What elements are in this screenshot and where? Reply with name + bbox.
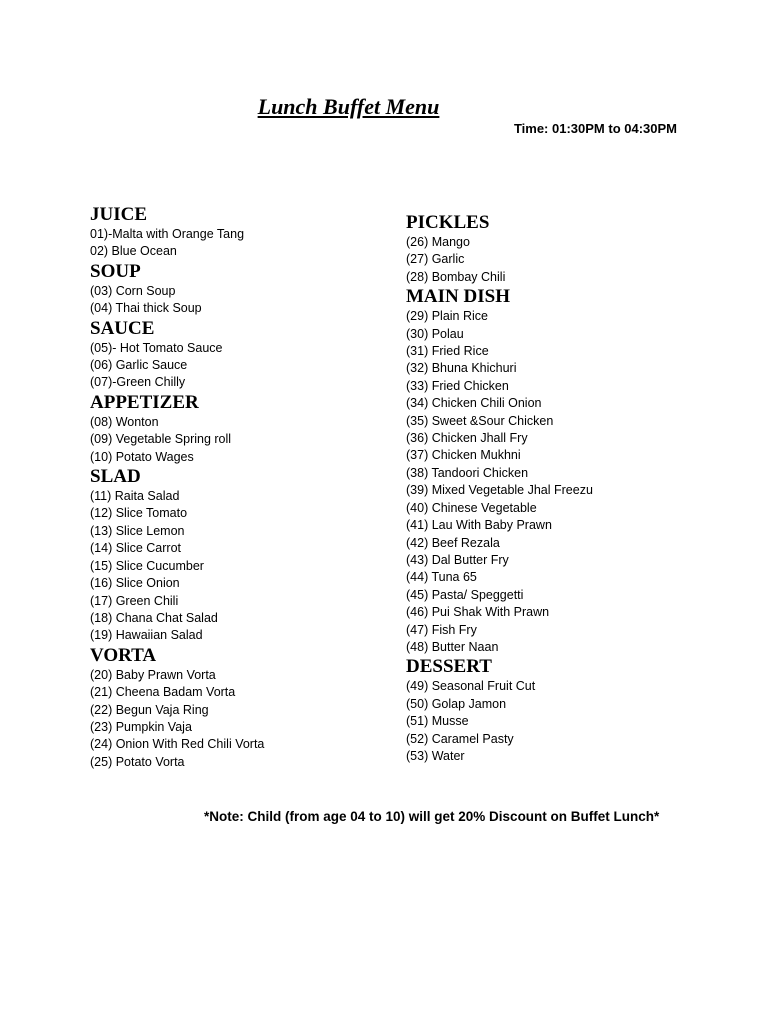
menu-item: (38) Tandoori Chicken <box>406 465 529 480</box>
menu-item: (23) Pumpkin Vaja <box>90 719 192 734</box>
menu-item: (51) Musse <box>406 714 469 729</box>
menu-section-pickles <box>406 212 726 286</box>
menu-item: (20) Baby Prawn Vorta <box>90 667 216 682</box>
menu-item: (16) Slice Onion <box>90 576 180 591</box>
menu-section-appetizer <box>90 392 390 466</box>
menu-item: (28) Bombay Chili <box>406 269 506 284</box>
menu-item: (47) Fish Fry <box>406 622 477 637</box>
menu-item: (04) Thai thick Soup <box>90 301 202 316</box>
menu-section-slad <box>90 466 390 645</box>
menu-item: (40) Chinese Vegetable <box>406 500 537 515</box>
section-heading: SAUCE <box>90 317 155 339</box>
menu-section-soup <box>90 261 390 318</box>
menu-section-dessert <box>406 656 726 765</box>
menu-section-main-dish <box>406 286 726 656</box>
menu-left-column <box>90 204 390 771</box>
menu-item: (42) Beef Rezala <box>406 535 500 550</box>
section-heading: APPETIZER <box>90 391 199 413</box>
section-heading: MAIN DISH <box>406 286 510 308</box>
section-heading: PICKLES <box>406 212 490 233</box>
menu-right-column <box>406 212 726 765</box>
menu-item: (07)-Green Chilly <box>90 375 186 390</box>
menu-item: (30) Polau <box>406 326 464 341</box>
menu-item: (27) Garlic <box>406 252 465 267</box>
menu-item: (50) Golap Jamon <box>406 696 507 711</box>
menu-item: (13) Slice Lemon <box>90 523 185 538</box>
section-heading: SLAD <box>90 466 141 488</box>
menu-item: (06) Garlic Sauce <box>90 358 188 373</box>
menu-item: (08) Wonton <box>90 414 159 429</box>
menu-item: (14) Slice Carrot <box>90 541 181 556</box>
menu-section-sauce <box>90 318 390 392</box>
menu-item: (32) Bhuna Khichuri <box>406 361 517 376</box>
menu-section-juice <box>90 204 390 261</box>
menu-item: (22) Begun Vaja Ring <box>90 702 209 717</box>
menu-item: (19) Hawaiian Salad <box>90 628 203 643</box>
menu-item: (10) Potato Wages <box>90 449 194 464</box>
menu-item: (48) Butter Naan <box>406 639 499 654</box>
menu-item: (45) Pasta/ Speggetti <box>406 587 524 602</box>
menu-item: (35) Sweet &Sour Chicken <box>406 413 554 428</box>
menu-item: (52) Caramel Pasty <box>406 731 514 746</box>
menu-item: 02) Blue Ocean <box>90 244 177 259</box>
menu-item: (15) Slice Cucumber <box>90 558 204 573</box>
menu-item: (34) Chicken Chili Onion <box>406 396 542 411</box>
menu-item: (36) Chicken Jhall Fry <box>406 431 528 446</box>
menu-item: (33) Fried Chicken <box>406 378 509 393</box>
section-heading: JUICE <box>90 204 148 225</box>
menu-item: (09) Vegetable Spring roll <box>90 432 232 447</box>
menu-item: (29) Plain Rice <box>406 309 488 324</box>
menu-item: (44) Tuna 65 <box>406 570 477 585</box>
menu-item: (03) Corn Soup <box>90 283 176 298</box>
section-heading: VORTA <box>90 644 157 666</box>
menu-item: (24) Onion With Red Chili Vorta <box>90 737 265 752</box>
menu-item: (43) Dal Butter Fry <box>406 552 509 567</box>
menu-item: (11) Raita Salad <box>90 489 180 504</box>
menu-item: (39) Mixed Vegetable Jhal Freezu <box>406 483 593 498</box>
menu-item: (21) Cheena Badam Vorta <box>90 685 236 700</box>
menu-item: (18) Chana Chat Salad <box>90 610 218 625</box>
discount-note: *Note: Child (from age 04 to 10) will get 20% Discount on Buffet Lunch* <box>204 809 660 824</box>
menu-item: (41) Lau With Baby Prawn <box>406 518 552 533</box>
menu-title: Lunch Buffet Menu <box>257 94 440 119</box>
menu-item: (26) Mango <box>406 235 470 249</box>
section-heading: DESSERT <box>406 656 492 678</box>
section-heading: SOUP <box>90 260 141 282</box>
menu-item: (49) Seasonal Fruit Cut <box>406 679 536 694</box>
menu-item: 01)-Malta with Orange Tang <box>90 227 245 241</box>
menu-item: (53) Water <box>406 748 465 763</box>
menu-item: (17) Green Chili <box>90 593 179 608</box>
menu-item: (05)- Hot Tomato Sauce <box>90 340 223 355</box>
menu-item: (31) Fried Rice <box>406 344 489 359</box>
menu-section-vorta <box>90 645 390 771</box>
menu-item: (46) Pui Shak With Prawn <box>406 605 550 620</box>
menu-item: (12) Slice Tomato <box>90 506 188 521</box>
buffet-time: Time: 01:30PM to 04:30PM <box>513 121 677 136</box>
menu-item: (37) Chicken Mukhni <box>406 448 521 463</box>
menu-item: (25) Potato Vorta <box>90 754 185 769</box>
